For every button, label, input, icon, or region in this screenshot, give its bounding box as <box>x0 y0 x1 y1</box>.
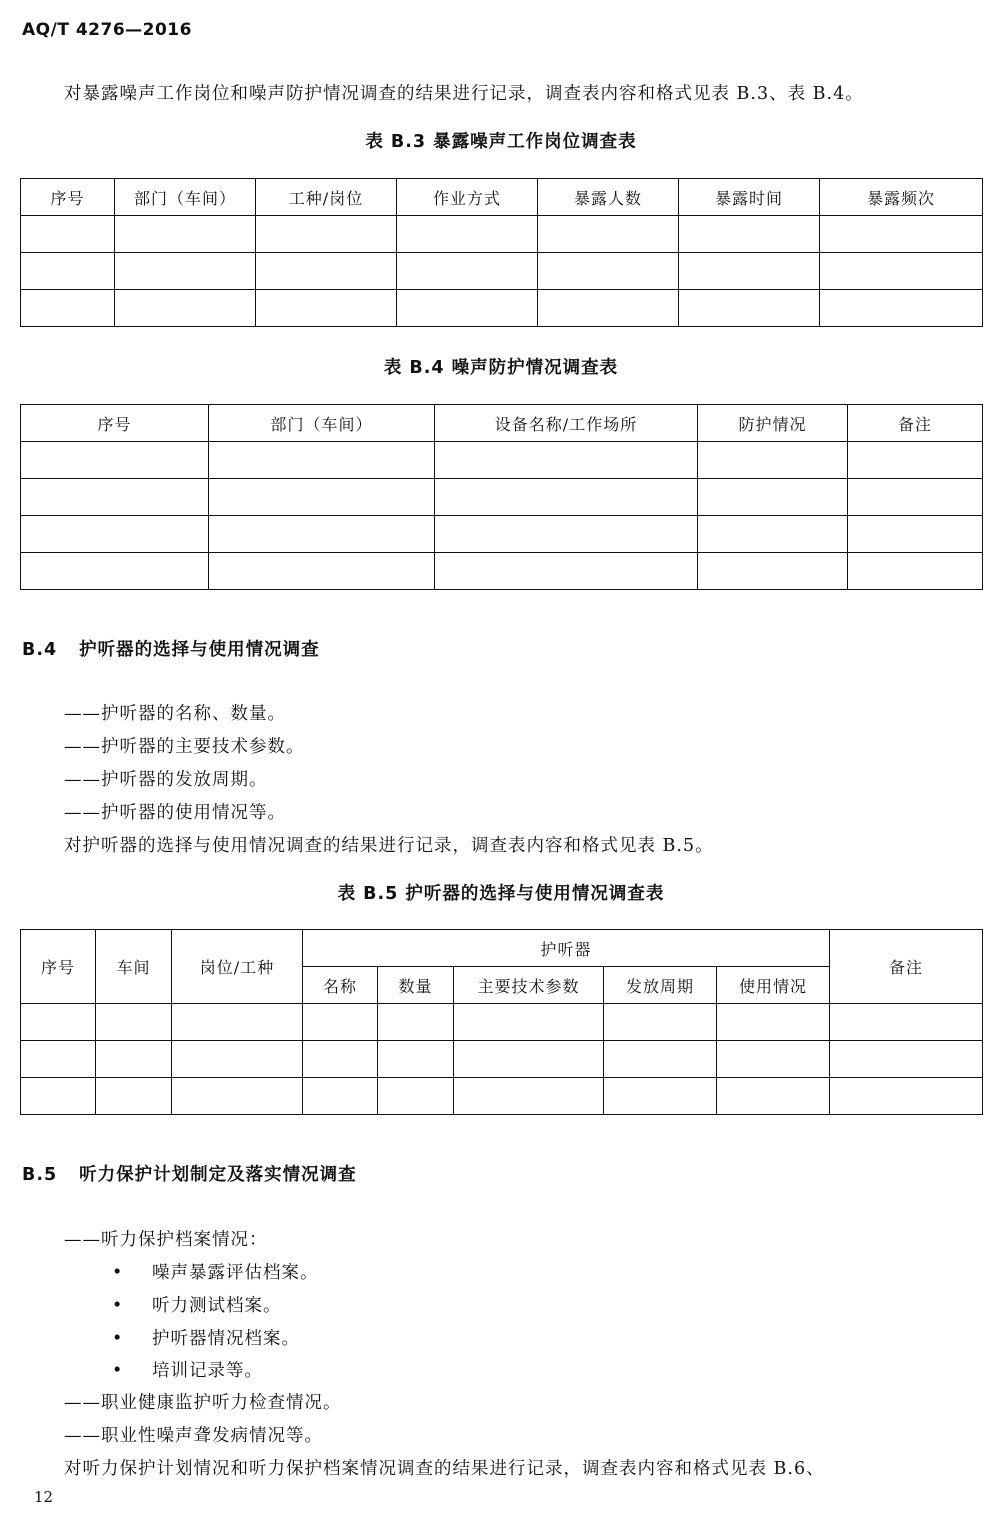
list-item: ——职业性噪声聋发病情况等。 <box>64 1426 323 1446</box>
bullet-icon: • <box>112 1361 124 1381</box>
table-b5-header-seq: 序号 <box>21 930 96 1004</box>
table-b3-header-cell: 暴露人数 <box>538 179 679 216</box>
table-b5-subheader-cell: 使用情况 <box>717 967 830 1004</box>
bullet-item <box>112 1292 282 1317</box>
table-b5-subheader-cell: 名称 <box>303 967 378 1004</box>
table-b5-subheader-cell: 主要技术参数 <box>454 967 604 1004</box>
bullet-item-label: 护听器情况档案。 <box>152 1329 300 1349</box>
table-b5-header-row <box>21 930 983 967</box>
table-b5 <box>20 929 983 1115</box>
bullet-item <box>112 1325 300 1350</box>
table-row <box>21 479 983 516</box>
table-b4-header-row <box>21 405 983 442</box>
table-b4-header-cell: 备注 <box>848 405 983 442</box>
list-item: ——护听器的使用情况等。 <box>64 803 286 823</box>
table-row <box>21 1078 983 1115</box>
table-b3-header-row <box>21 179 983 216</box>
table-b3-header-cell: 序号 <box>21 179 115 216</box>
bullet-icon: • <box>112 1329 124 1349</box>
bullet-item <box>112 1259 319 1284</box>
table-b5-header-hearing-protector: 护听器 <box>303 930 830 967</box>
table-b5-header-workshop: 车间 <box>96 930 172 1004</box>
table-b5-caption: 表 B.5 护听器的选择与使用情况调查表 <box>337 884 665 904</box>
intro-b3-paragraph: 对暴露噪声工作岗位和噪声防护情况调查的结果进行记录，调查表内容和格式见表 B.3、表 B.4。 <box>64 84 864 104</box>
bullet-icon: • <box>112 1296 124 1316</box>
table-b4-header-cell: 部门（车间） <box>209 405 435 442</box>
table-b3-header-cell: 工种/岗位 <box>256 179 397 216</box>
table-row <box>21 553 983 590</box>
section-b4-outro: 对护听器的选择与使用情况调查的结果进行记录，调查表内容和格式见表 B.5。 <box>64 836 714 856</box>
bullet-item <box>112 1357 263 1382</box>
page-number: 12 <box>34 1488 54 1506</box>
table-row <box>21 1004 983 1041</box>
list-item: ——护听器的发放周期。 <box>64 770 268 790</box>
table-b4-header-cell: 防护情况 <box>698 405 848 442</box>
table-row <box>21 516 983 553</box>
list-item: ——护听器的名称、数量。 <box>64 704 286 724</box>
table-b3-caption: 表 B.3 暴露噪声工作岗位调查表 <box>365 132 637 152</box>
table-row <box>21 253 983 290</box>
list-item: ——听力保护档案情况： <box>64 1230 268 1250</box>
table-b3-header-cell: 暴露时间 <box>679 179 820 216</box>
table-b4-header-cell: 设备名称/工作场所 <box>435 405 698 442</box>
doc-code: AQ/T 4276—2016 <box>22 20 192 40</box>
table-b5-header-post: 岗位/工种 <box>172 930 303 1004</box>
list-item: ——护听器的主要技术参数。 <box>64 737 305 757</box>
table-b5-subheader-cell: 发放周期 <box>604 967 717 1004</box>
table-b3-header-cell: 作业方式 <box>397 179 538 216</box>
section-b5-number: B.5 <box>22 1165 58 1185</box>
section-b4-heading <box>22 636 320 661</box>
table-b4 <box>20 404 983 590</box>
list-item: ——职业健康监护听力检查情况。 <box>64 1393 342 1413</box>
section-b4-title: 护听器的选择与使用情况调查 <box>79 640 320 660</box>
bullet-item-label: 听力测试档案。 <box>152 1296 282 1316</box>
table-b3 <box>20 178 983 327</box>
table-b3-header-cell: 部门（车间） <box>115 179 256 216</box>
table-row <box>21 290 983 327</box>
table-b4-header-cell: 序号 <box>21 405 209 442</box>
bullet-item-label: 培训记录等。 <box>152 1361 263 1381</box>
table-row <box>21 1041 983 1078</box>
table-row <box>21 442 983 479</box>
section-b5-outro: 对听力保护计划情况和听力保护档案情况调查的结果进行记录，调查表内容和格式见表 B.6、 <box>64 1459 825 1479</box>
bullet-icon: • <box>112 1263 124 1283</box>
table-b5-header-remark: 备注 <box>830 930 983 1004</box>
table-b4-caption: 表 B.4 噪声防护情况调查表 <box>383 358 619 378</box>
table-b5-subheader-cell: 数量 <box>378 967 454 1004</box>
section-b5-heading <box>22 1161 357 1186</box>
table-row <box>21 216 983 253</box>
section-b5-title: 听力保护计划制定及落实情况调查 <box>79 1165 357 1185</box>
section-b4-number: B.4 <box>22 640 58 660</box>
bullet-item-label: 噪声暴露评估档案。 <box>152 1263 319 1283</box>
table-b3-header-cell: 暴露频次 <box>820 179 983 216</box>
